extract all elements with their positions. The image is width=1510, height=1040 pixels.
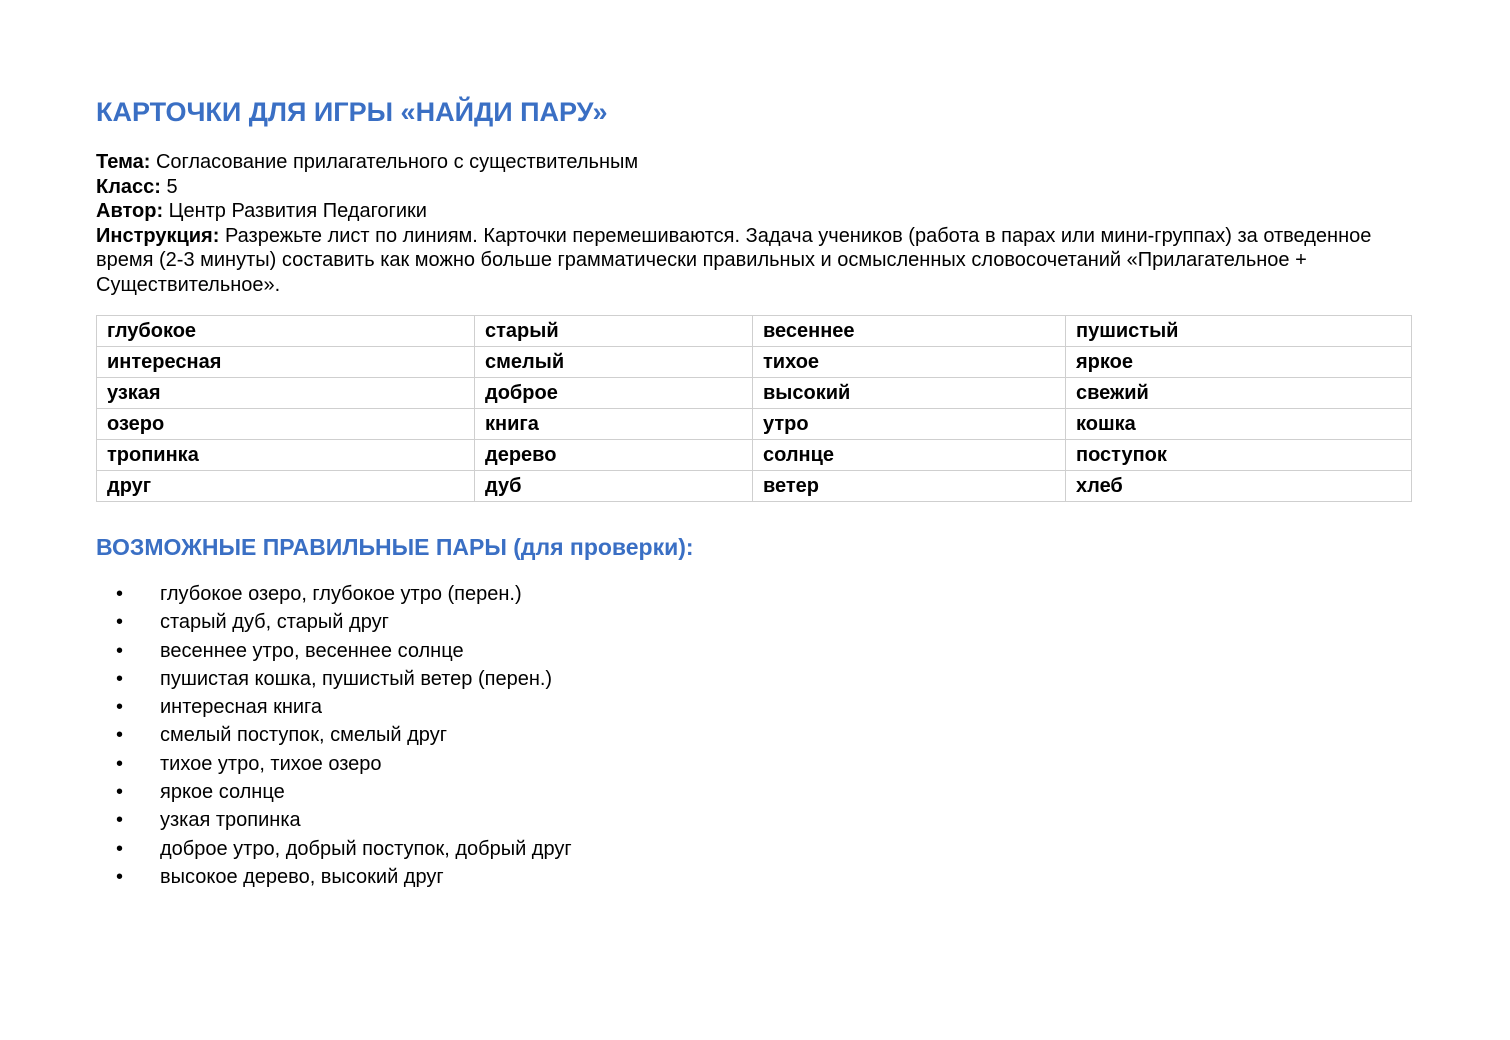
answer-text: старый дуб, старый друг [160, 611, 389, 634]
bullet-icon: • [116, 837, 124, 860]
bullet-icon: • [116, 696, 124, 719]
document-meta [96, 150, 1386, 297]
table-row [97, 378, 1412, 409]
answer-text: интересная книга [160, 696, 323, 719]
answer-text: тихое утро, тихое озеро [160, 752, 382, 775]
word-card: узкая [97, 378, 475, 409]
instruction-line [96, 224, 1386, 298]
bullet-icon: • [116, 667, 124, 690]
word-card: смелый [475, 347, 753, 378]
word-card: глубокое [97, 316, 475, 347]
word-card: дуб [475, 471, 753, 502]
answer-text: весеннее утро, весеннее солнце [160, 639, 464, 662]
author-line [96, 199, 1386, 224]
answer-text: доброе утро, добрый поступок, добрый друг [160, 837, 572, 860]
topic-line [96, 150, 1386, 175]
list-item [96, 835, 572, 863]
word-cards-table [96, 315, 1412, 502]
word-card: тропинка [97, 440, 475, 471]
word-card: солнце [753, 440, 1066, 471]
table-row [97, 440, 1412, 471]
answer-text: глубокое озеро, глубокое утро (перен.) [160, 583, 522, 605]
list-item [96, 608, 572, 636]
list-item [96, 693, 572, 721]
word-card: доброе [475, 378, 753, 409]
list-item [96, 721, 572, 749]
bullet-icon: • [116, 724, 124, 747]
table-row [97, 409, 1412, 440]
bullet-icon: • [116, 865, 124, 888]
author-value: Центр Развития Педагогики [163, 200, 427, 222]
word-card: высокий [753, 378, 1066, 409]
bullet-icon: • [116, 781, 124, 804]
document-title: КАРТОЧКИ ДЛЯ ИГРЫ «НАЙДИ ПАРУ» [96, 97, 608, 127]
bullet-icon: • [116, 752, 124, 775]
table-row [97, 316, 1412, 347]
bullet-icon: • [116, 611, 124, 634]
answers-heading: ВОЗМОЖНЫЕ ПРАВИЛЬНЫЕ ПАРЫ (для проверки): [96, 534, 694, 560]
word-card: поступок [1066, 440, 1412, 471]
word-card: хлеб [1066, 471, 1412, 502]
topic-label: Тема: [96, 151, 151, 173]
word-card: утро [753, 409, 1066, 440]
answers-list [96, 580, 572, 891]
bullet-icon: • [116, 639, 124, 662]
word-card: интересная [97, 347, 475, 378]
answer-text: узкая тропинка [160, 809, 301, 832]
bullet-icon: • [116, 583, 124, 605]
grade-value: 5 [160, 175, 178, 198]
list-item [96, 750, 572, 778]
list-item [96, 665, 572, 693]
answer-text: пушистая кошка, пушистый ветер (перен.) [160, 667, 553, 690]
list-item [96, 778, 572, 806]
answer-text: яркое солнце [160, 781, 285, 804]
word-card: ветер [753, 471, 1066, 502]
word-card: старый [475, 316, 753, 347]
word-card: книга [475, 409, 753, 440]
answer-text: смелый поступок, смелый друг [160, 724, 447, 747]
bullet-icon: • [116, 809, 124, 832]
author-label: Автор: [96, 200, 164, 222]
list-item [96, 863, 572, 891]
answer-text: высокое дерево, высокий друг [160, 865, 444, 888]
word-card: весеннее [753, 316, 1066, 347]
word-card: озеро [97, 409, 475, 440]
list-item [96, 806, 572, 834]
table-row [97, 471, 1412, 502]
word-card: тихое [753, 347, 1066, 378]
grade-label: Класс: [96, 175, 161, 198]
list-item [96, 580, 572, 608]
word-card: яркое [1066, 347, 1412, 378]
list-item [96, 637, 572, 665]
instruction-label: Инструкция: [96, 224, 220, 247]
topic-value: Согласование прилагательного с существительным [150, 151, 639, 173]
word-card: пушистый [1066, 316, 1412, 347]
grade-line [96, 175, 1386, 200]
word-card: дерево [475, 440, 753, 471]
word-card: друг [97, 471, 475, 502]
instruction-value: Разрежьте лист по линиям. Карточки перемешиваются. Задача учеников (работа в парах или мини-группах) за отведенное время (2-3 минуты) составить как можно больше грамматически правильных и осмысленных словосочетаний «Прилагательное + Существительное». [96, 224, 1372, 296]
table-row [97, 347, 1412, 378]
word-card: кошка [1066, 409, 1412, 440]
word-card: свежий [1066, 378, 1412, 409]
